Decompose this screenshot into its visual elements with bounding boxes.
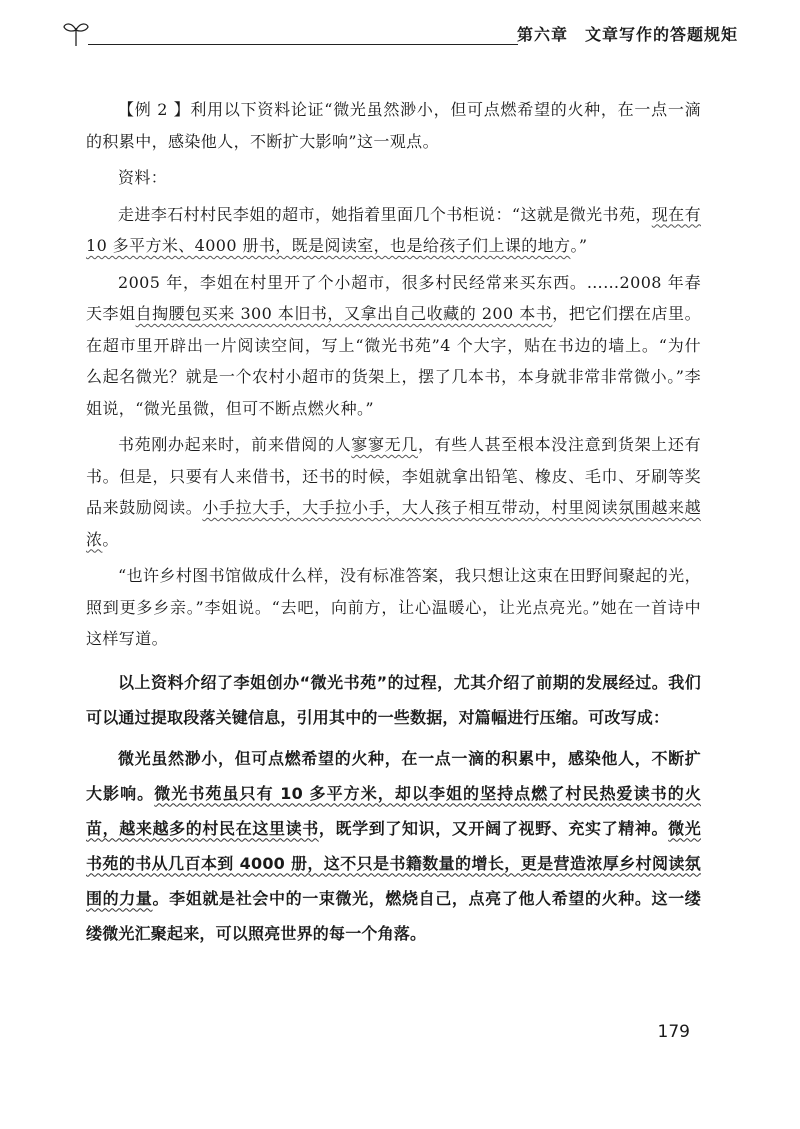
material-paragraph <box>86 199 701 262</box>
material-label: 资料： <box>118 168 168 187</box>
page-number: 179 <box>657 1022 690 1042</box>
text-segment: 。” <box>570 236 588 255</box>
example-tag: 【例 2 】 <box>118 100 191 119</box>
underlined-text: 微光书苑虽只有 10 多平方米，却以李姐的坚持点燃了村民热爱读书的火苗，越来越多的村民在这里读书 <box>86 783 701 838</box>
rewrite-paragraph <box>86 741 701 951</box>
material-paragraph <box>86 560 701 655</box>
text-segment: ，有些人甚至根本没注意到货架上还有书。但是，只要有人来借书，还书的时候，李姐就拿出铅笔、橡皮、毛巾、牙刷等奖品来鼓励阅读。 <box>86 435 701 517</box>
text-segment: ，把它们摆在店里。在超市里开辟出一片阅读空间，写上“微光书苑”4 个大字，贴在书边的墙上。“为什么起名微光？就是一个农村小超市的货架上，摆了几本书，本身就非常非常微小。”李姐说，“微光虽微，但可不断点燃火种。” <box>86 304 701 418</box>
text-segment: 书苑刚办起来时，前来借阅的人 <box>118 435 352 454</box>
header-rule <box>88 44 518 45</box>
example-prompt-text: 利用以下资料论证“微光虽然渺小，但可点燃希望的火种，在一点一滴的积累中，感染他人，不断扩大影响”这一观点。 <box>86 100 701 151</box>
sprout-icon <box>62 18 90 48</box>
running-header <box>62 18 738 52</box>
text-segment: “也许乡村图书馆做成什么样，没有标准答案，我只想让这束在田野间聚起的光，照到更多乡亲。”李姐说。“去吧，向前方，让心温暖心，让光点亮光。”她在一首诗中这样写道。 <box>86 566 701 648</box>
underlined-text: 微光书苑的书从几百本到 4000 册，这不只是书籍数量的增长，更是营造浓厚乡村阅读氛围的力量 <box>86 818 701 908</box>
text-segment: 。李姐就是社会中的一束微光，燃烧自己，点亮了他人希望的火种。这一缕缕微光汇聚起来，可以照亮世界的每一个角落。 <box>86 888 701 943</box>
example-prompt <box>86 94 701 157</box>
text-segment: 。 <box>102 529 119 549</box>
material-paragraph <box>86 267 701 425</box>
text-segment: 走进李石村村民李姐的超市，她指着里面几个书柜说：“这就是微光书苑， <box>118 204 652 224</box>
chapter-title: 第六章 文章写作的答题规矩 <box>516 25 738 44</box>
analysis-paragraph <box>86 665 701 735</box>
text-segment: 2005 年，李姐在村里开了个小超市，很多村民经常来买东西。……2008 年春天李姐 <box>86 272 701 323</box>
underlined-text: 寥寥无几 <box>351 435 418 454</box>
text-segment: 微光虽然渺小，但可点燃希望的火种，在一点一滴的积累中，感染他人，不断扩大影响。 <box>86 748 701 803</box>
text-segment: ，既学到了知识，又开阔了视野、充实了精神。 <box>318 818 669 838</box>
underlined-text: 小手拉大手，大手拉小手，大人孩子相互带动，村里阅读氛围越来越浓 <box>86 498 701 549</box>
underlined-text: 自掏腰包买来 300 本旧书，又拿出自己收藏的 200 本书 <box>135 304 553 323</box>
underlined-text: 现在有 10 多平方米、4000 册书，既是阅读室，也是给孩子们上课的地方 <box>86 204 701 255</box>
text-segment: 以上资料介绍了李姐创办“微光书苑”的过程，尤其介绍了前期的发展经过。我们可以通过提取段落关键信息，引用其中的一些数据，对篇幅进行压缩。可改写成： <box>86 672 701 727</box>
page-body <box>86 94 701 951</box>
material-paragraph <box>86 429 701 555</box>
